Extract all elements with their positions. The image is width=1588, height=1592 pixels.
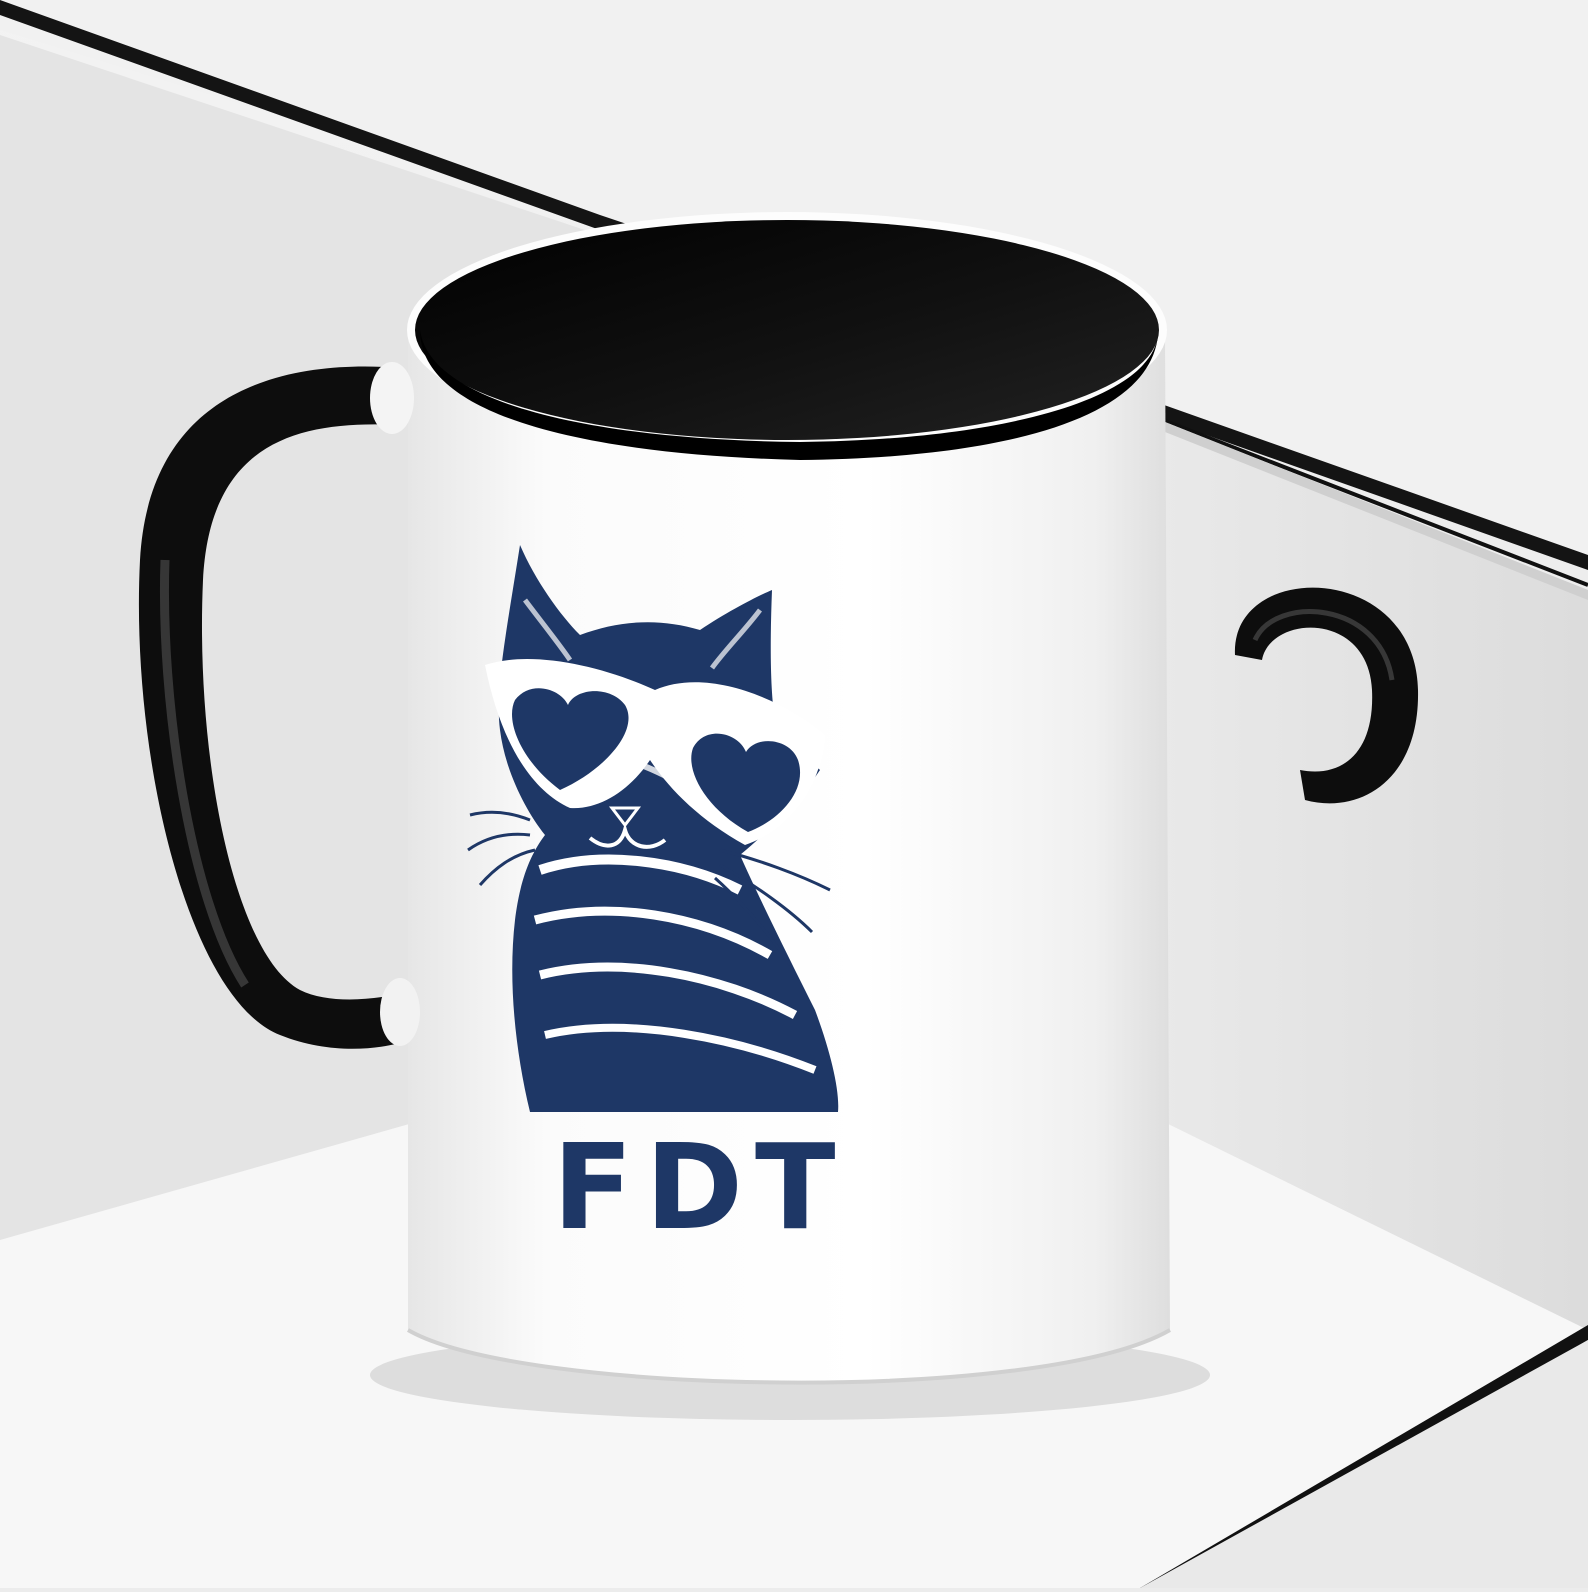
mug-interior <box>415 220 1159 440</box>
handle-joint-top <box>370 362 414 434</box>
handle-joint-bottom <box>380 978 420 1046</box>
mug-print-text: FDT <box>552 1118 848 1256</box>
